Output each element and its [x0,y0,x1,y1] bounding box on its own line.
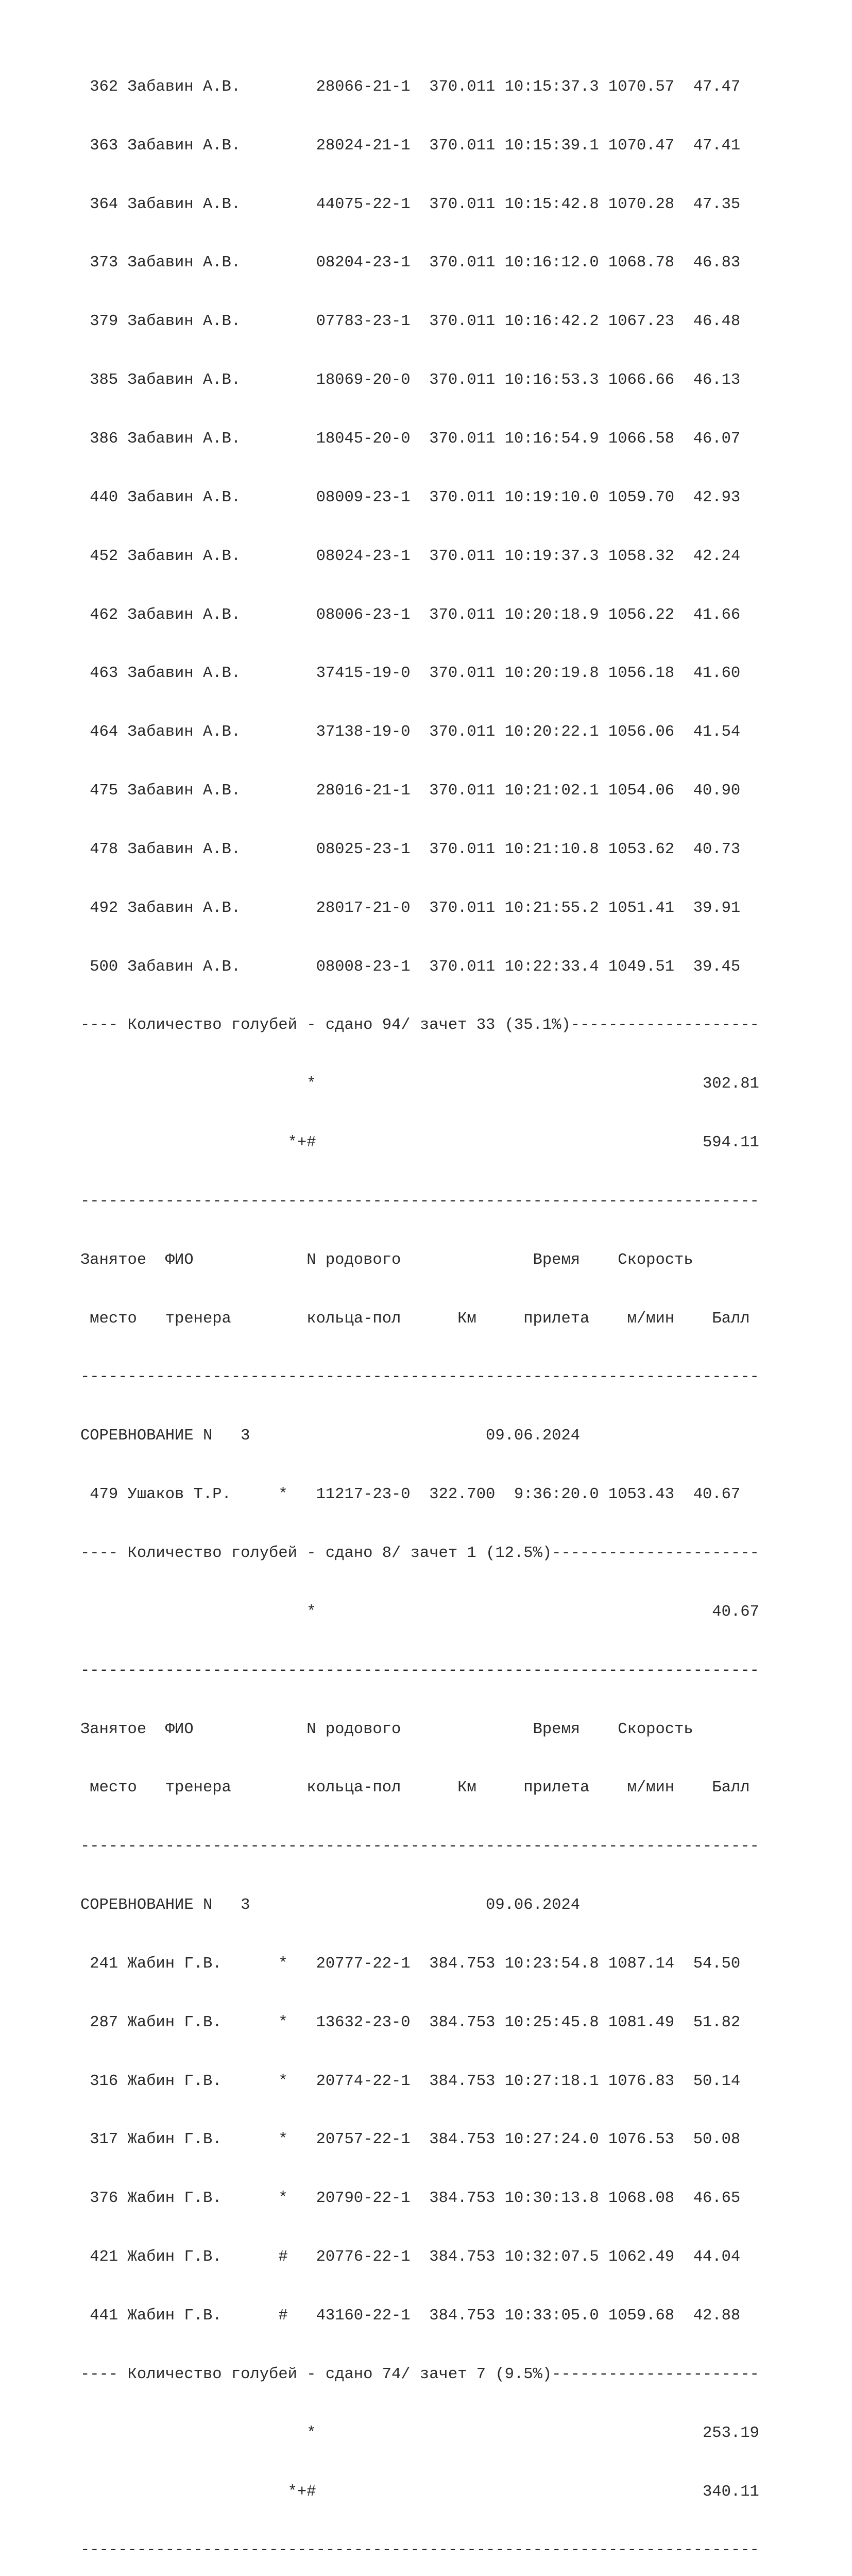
result-row: 492 Забавин А.В. 28017-21-0 370.011 10:21:55.2 1051.41 39.91 [80,899,741,917]
column-header: место тренера кольца-пол Км прилета м/мин Балл [80,1310,750,1328]
result-row: 373 Забавин А.В. 08204-23-1 370.011 10:16:12.0 1068.78 46.83 [80,254,741,272]
result-row: 364 Забавин А.В. 44075-22-1 370.011 10:15:42.8 1070.28 47.35 [80,195,741,213]
total-star: * 40.67 [80,1603,759,1621]
result-row: 287 Жабин Г.В. * 13632-23-0 384.753 10:25:45.8 1081.49 51.82 [80,2013,741,2031]
result-row: 441 Жабин Г.В. # 43160-22-1 384.753 10:33:05.0 1059.68 42.88 [80,2307,741,2325]
result-row: 500 Забавин А.В. 08008-23-1 370.011 10:22:33.4 1049.51 39.45 [80,958,741,976]
result-row: 479 Ушаков Т.Р. * 11217-23-0 322.700 9:36:20.0 1053.43 40.67 [80,1486,741,1504]
summary-line: ---- Количество голубей - сдано 74/ зачет 7 (9.5%)---------------------- [80,2365,759,2383]
result-row: 440 Забавин А.В. 08009-23-1 370.011 10:19:10.0 1059.70 42.93 [80,488,741,506]
result-row: 464 Забавин А.В. 37138-19-0 370.011 10:20:22.1 1056.06 41.54 [80,723,741,741]
column-header: место тренера кольца-пол Км прилета м/мин Балл [80,1779,750,1797]
result-row: 385 Забавин А.В. 18069-20-0 370.011 10:16:53.3 1066.66 46.13 [80,371,741,389]
result-row: 363 Забавин А.В. 28024-21-1 370.011 10:15:39.1 1070.47 47.41 [80,137,741,155]
result-row: 386 Забавин А.В. 18045-20-0 370.011 10:16:54.9 1066.58 46.07 [80,430,741,448]
total-star-plus-hash: *+# 594.11 [80,1134,759,1152]
divider: ------------------------------------------------------------------------ [80,1662,759,1680]
result-row: 475 Забавин А.В. 28016-21-1 370.011 10:21:02.1 1054.06 40.90 [80,782,741,800]
total-star: * 302.81 [80,1075,759,1093]
result-row: 478 Забавин А.В. 08025-23-1 370.011 10:21:10.8 1053.62 40.73 [80,840,741,858]
result-row: 241 Жабин Г.В. * 20777-22-1 384.753 10:23:54.8 1087.14 54.50 [80,1955,741,1973]
result-row: 462 Забавин А.В. 08006-23-1 370.011 10:20:18.9 1056.22 41.66 [80,606,741,624]
result-row: 362 Забавин А.В. 28066-21-1 370.011 10:15:37.3 1070.57 47.47 [80,78,741,96]
result-row: 316 Жабин Г.В. * 20774-22-1 384.753 10:27:18.1 1076.83 50.14 [80,2072,741,2090]
divider: ------------------------------------------------------------------------ [80,1192,759,1210]
summary-line: ---- Количество голубей - сдано 8/ зачет 1 (12.5%)---------------------- [80,1545,759,1562]
divider: ------------------------------------------------------------------------ [80,2541,759,2560]
result-row: 452 Забавин А.В. 08024-23-1 370.011 10:19:37.3 1058.32 42.24 [80,547,741,565]
result-row: 463 Забавин А.В. 37415-19-0 370.011 10:20:19.8 1056.18 41.60 [80,665,741,683]
column-header: Занятое ФИО N родового Время Скорость [80,1251,693,1269]
summary-line: ---- Количество голубей - сдано 94/ зачет 33 (35.1%)-------------------- [80,1016,759,1035]
competition-heading: СОРЕВНОВАНИЕ N 3 09.06.2024 [80,1896,581,1914]
total-star: * 253.19 [80,2424,759,2442]
result-row: 376 Жабин Г.В. * 20790-22-1 384.753 10:30:13.8 1068.08 46.65 [80,2190,741,2208]
divider: ------------------------------------------------------------------------ [80,1838,759,1856]
divider: ------------------------------------------------------------------------ [80,1368,759,1386]
report-body [80,39,759,2576]
result-row: 317 Жабин Г.В. * 20757-22-1 384.753 10:27:24.0 1076.53 50.08 [80,2131,741,2149]
result-row: 379 Забавин А.В. 07783-23-1 370.011 10:16:42.2 1067.23 46.48 [80,313,741,331]
column-header: Занятое ФИО N родового Время Скорость [80,1720,693,1738]
total-star-plus-hash: *+# 340.11 [80,2483,759,2501]
result-row: 421 Жабин Г.В. # 20776-22-1 384.753 10:32:07.5 1062.49 44.04 [80,2248,741,2266]
competition-heading: СОРЕВНОВАНИЕ N 3 09.06.2024 [80,1427,581,1445]
